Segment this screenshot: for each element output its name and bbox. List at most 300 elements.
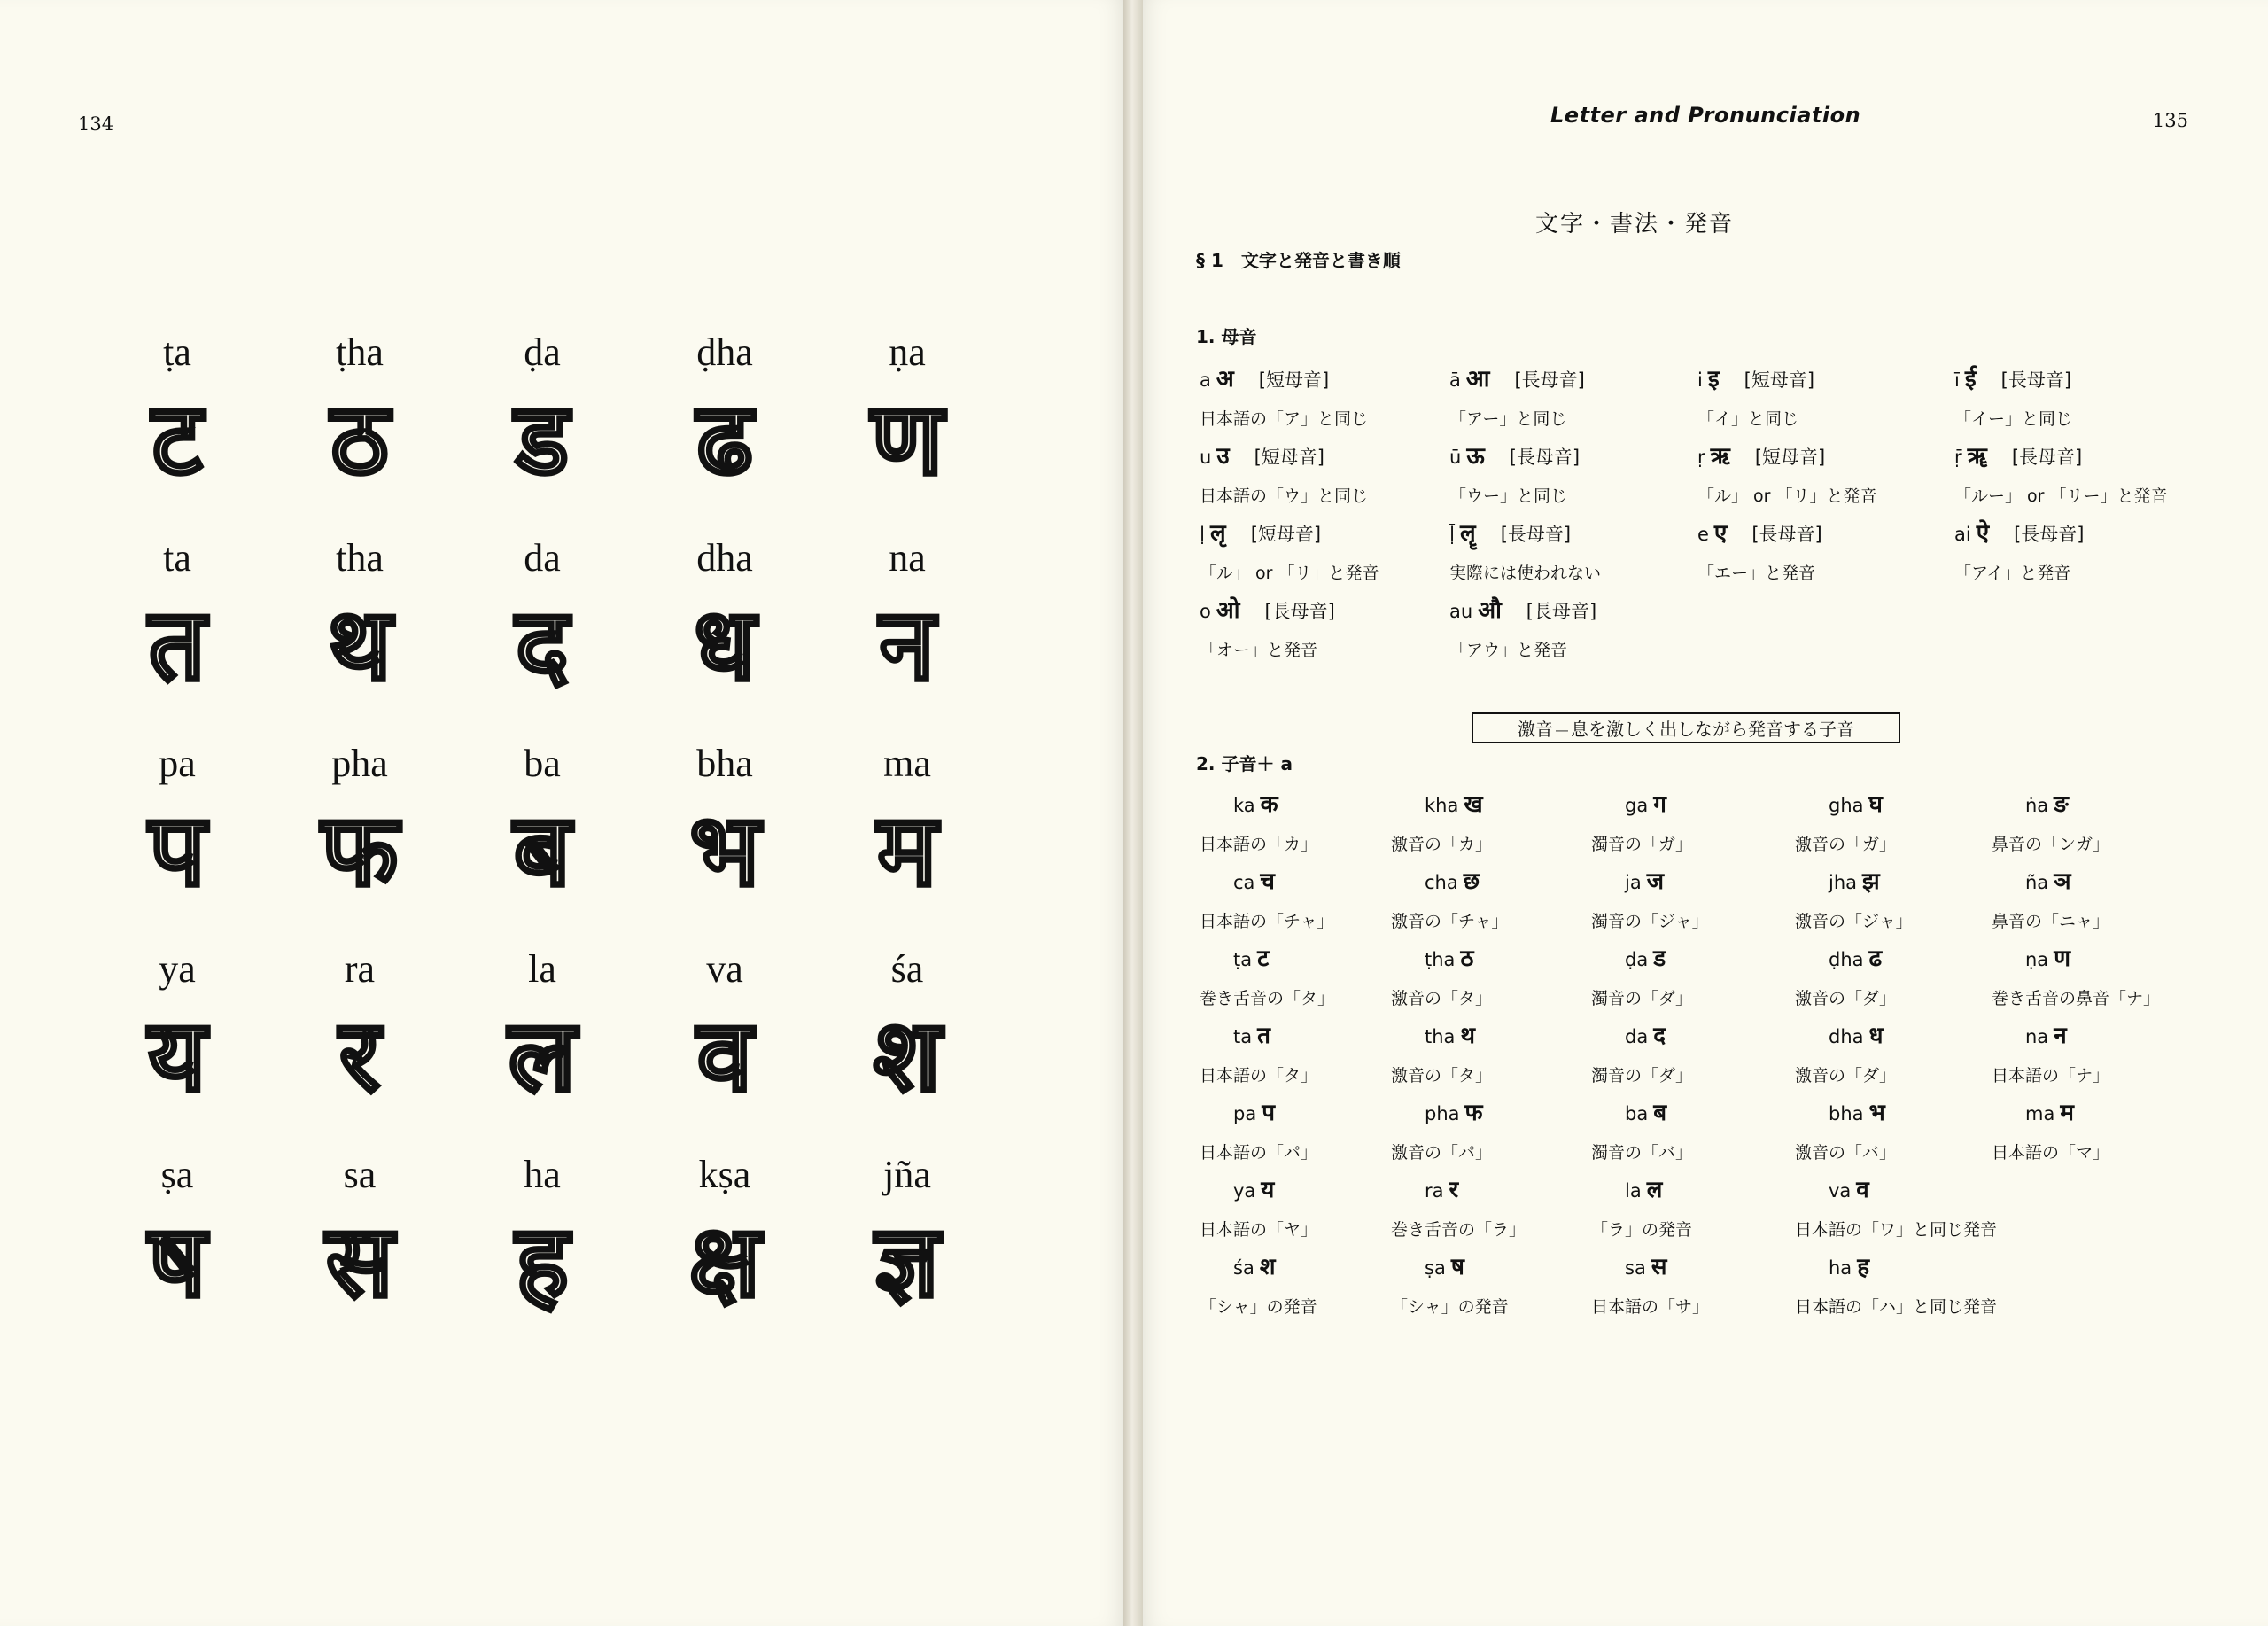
vowel-note: 実際には使われない (1449, 564, 1602, 583)
consonant-devanagari: झ (1862, 868, 1880, 895)
consonant-devanagari: ट (1257, 945, 1270, 972)
vowel-note: 「イー」と同じ (1954, 409, 2073, 429)
consonant-roman: ha (1829, 1257, 1852, 1279)
consonant-line (1591, 1018, 1692, 1050)
letter-glyph: थ (328, 587, 392, 703)
consonant-roman: ba (1625, 1103, 1649, 1124)
consonant-devanagari: थ (1460, 1023, 1476, 1049)
letter-cell (271, 940, 448, 1146)
letter-row (89, 735, 1001, 940)
letter-glyph: न (879, 587, 936, 703)
vowel-line (1954, 362, 2072, 393)
consonant-note: 「ラ」の発音 (1591, 1220, 1693, 1240)
consonant-entry (1591, 864, 1709, 932)
consonant-note: 巻き舌音の「タ」 (1200, 989, 1335, 1008)
consonant-note: 日本語の「ワ」と同じ発音 (1795, 1220, 1998, 1240)
consonant-note: 「シャ」の発音 (1200, 1297, 1317, 1317)
letter-glyph: म (877, 793, 937, 908)
letter-glyph: प (149, 793, 206, 908)
consonant-note: 日本語の「ハ」と同じ発音 (1795, 1297, 1998, 1317)
consonant-entry (1200, 1249, 1317, 1318)
vowel-note: 「ルー」 or 「リー」と発音 (1954, 486, 2168, 506)
consonant-roman: ta (1233, 1026, 1253, 1047)
consonant-line (1200, 941, 1334, 973)
consonant-roman: ṅa (2025, 795, 2049, 816)
letter-cell (819, 735, 996, 940)
consonant-devanagari: द (1653, 1023, 1666, 1049)
vowel-kind: [長母音] (2000, 370, 2072, 391)
letter-transliteration: jña (883, 1153, 931, 1196)
consonant-note: 激音の「ダ」 (1795, 1066, 1897, 1085)
letter-cell (89, 529, 266, 735)
consonant-devanagari: स (1651, 1254, 1667, 1280)
consonant-roman: dha (1829, 1026, 1864, 1047)
consonant-line (1200, 787, 1317, 819)
letter-cell (454, 529, 631, 735)
consonant-roman: na (2025, 1026, 2049, 1047)
vowel-kind: [長母音] (1514, 370, 1585, 391)
vowel-note: 「イ」と同じ (1697, 409, 1799, 429)
consonant-line (1795, 1095, 1896, 1127)
consonant-roman: śa (1233, 1257, 1254, 1279)
letter-cell (271, 735, 448, 940)
letter-transliteration: pha (331, 742, 388, 785)
vowel-kind: [短母音] (1258, 370, 1330, 391)
letter-glyph: य (148, 999, 206, 1114)
consonant-note: 激音の「タ」 (1391, 989, 1493, 1008)
letter-glyph: ब (514, 793, 571, 908)
vowel-entry (1954, 516, 2084, 584)
consonant-note: 濁音の「ガ」 (1591, 835, 1693, 854)
consonant-devanagari: भ (1868, 1100, 1885, 1126)
letter-glyph: व (696, 999, 753, 1114)
consonant-note: 激音の「カ」 (1391, 835, 1493, 854)
consonant-line (1391, 941, 1492, 973)
consonant-line (1795, 1018, 1896, 1050)
vowel-kind: [長母音] (1526, 601, 1597, 622)
letter-glyph: ष (148, 1204, 206, 1319)
consonant-line (1591, 864, 1709, 896)
consonant-line (1795, 941, 1896, 973)
vowel-roman: ā (1449, 370, 1461, 391)
consonant-roman: ṭha (1425, 949, 1456, 970)
consonant-roman: ga (1625, 795, 1649, 816)
consonant-entry (1200, 864, 1333, 932)
vowel-devanagari: अ (1216, 366, 1234, 393)
vowel-roman: ḹ (1449, 524, 1456, 545)
consonant-entry (1795, 864, 1913, 932)
vowel-devanagari: ई (1964, 366, 1977, 393)
vowel-kind: [長母音] (2011, 447, 2083, 468)
consonant-note: 日本語の「チャ」 (1200, 912, 1334, 931)
consonant-note: 濁音の「ジャ」 (1591, 912, 1709, 931)
aspirate-note-box: 激音＝息を激しく出しながら発音する子音 (1472, 712, 1900, 743)
consonant-devanagari: श (1259, 1254, 1276, 1280)
consonant-devanagari: ड (1653, 945, 1666, 972)
consonant-devanagari: छ (1463, 868, 1480, 895)
page-title: 文字・書法・発音 (1535, 211, 1735, 237)
consonant-entry (1795, 1249, 1997, 1318)
vowel-roman: o (1200, 601, 1211, 622)
consonant-roman: ca (1233, 872, 1255, 893)
vowel-devanagari: लृ (1210, 520, 1226, 547)
letter-transliteration: la (528, 947, 556, 991)
consonant-roman: cha (1425, 872, 1458, 893)
letter-transliteration: ṭa (163, 331, 191, 374)
consonant-devanagari: ष (1450, 1254, 1464, 1280)
vowel-line (1200, 516, 1379, 548)
consonant-devanagari: ण (2054, 945, 2070, 972)
vowel-entry (1954, 439, 2168, 507)
letter-cell (454, 735, 631, 940)
letter-glyph: ण (871, 382, 944, 497)
letter-transliteration: dha (696, 536, 753, 580)
consonant-entry (1591, 941, 1692, 1009)
consonant-note: 激音の「ジャ」 (1795, 912, 1913, 931)
letter-cell (454, 323, 631, 529)
consonant-line (1795, 1249, 1997, 1281)
consonant-devanagari: ञ (2054, 868, 2071, 895)
letter-transliteration: na (889, 536, 926, 580)
vowel-roman: ī (1954, 370, 1960, 391)
consonant-line (1200, 1172, 1317, 1204)
consonant-roman: jha (1829, 872, 1858, 893)
consonant-devanagari: प (1262, 1100, 1275, 1126)
consonant-note: 激音の「パ」 (1391, 1143, 1493, 1163)
consonant-devanagari: ङ (2054, 791, 2069, 818)
consonant-devanagari: ख (1464, 791, 1483, 818)
right-page (1143, 0, 2268, 1626)
letter-cell (271, 1146, 448, 1351)
consonant-roman: ña (2025, 872, 2049, 893)
vowel-line (1697, 516, 1822, 548)
consonant-devanagari: ध (1868, 1023, 1884, 1049)
consonant-note: 激音の「チャ」 (1391, 912, 1509, 931)
consonant-note: 濁音の「ダ」 (1591, 1066, 1693, 1085)
letter-cell (819, 323, 996, 529)
consonant-entry (1391, 1095, 1492, 1163)
consonant-roman: sa (1625, 1257, 1646, 1279)
vowel-kind: [長母音] (2014, 524, 2085, 545)
letter-transliteration: śa (890, 947, 924, 991)
vowel-entry (1449, 362, 1585, 430)
letter-glyph: फ (321, 793, 399, 908)
vowel-devanagari: ॠ (1967, 443, 1987, 470)
consonant-roman: ṇa (2025, 949, 2049, 970)
vowel-roman: u (1200, 447, 1212, 468)
consonant-note: 鼻音の「ンガ」 (1992, 835, 2110, 854)
vowel-entry (1449, 439, 1580, 507)
vowel-line (1449, 593, 1596, 625)
page-number-right: 135 (2152, 110, 2188, 131)
consonant-line (1391, 787, 1492, 819)
letter-glyph: भ (689, 793, 760, 908)
consonant-entry (1200, 787, 1317, 855)
vowel-kind: [短母音] (1250, 524, 1322, 545)
letter-transliteration: ṣa (160, 1153, 194, 1196)
letter-cell (271, 529, 448, 735)
vowel-note: 日本語の「ア」と同じ (1200, 409, 1369, 429)
letter-glyph: ढ (696, 382, 753, 497)
consonant-line (1795, 864, 1913, 896)
letter-transliteration: ha (524, 1153, 561, 1196)
vowel-entry (1697, 439, 1877, 507)
letter-cell (636, 940, 813, 1146)
letter-cell (819, 1146, 996, 1351)
consonant-line (1795, 1172, 1997, 1204)
vowel-note: 「オー」と発音 (1200, 641, 1318, 660)
consonant-roman: da (1625, 1026, 1649, 1047)
consonant-note: 巻き舌音の鼻音「ナ」 (1992, 989, 2161, 1008)
letter-transliteration: ra (344, 947, 376, 991)
letter-transliteration: pa (159, 742, 196, 785)
letter-glyph: ल (509, 999, 576, 1114)
vowel-kind: [長母音] (1264, 601, 1335, 622)
vowel-entry (1449, 593, 1596, 661)
consonant-note: 日本語の「パ」 (1200, 1143, 1318, 1163)
consonant-entry (1992, 1018, 2109, 1086)
consonant-devanagari: र (1449, 1177, 1459, 1203)
consonant-line (1591, 1172, 1692, 1204)
vowel-devanagari: लॄ (1460, 520, 1476, 547)
consonant-devanagari: ह (1857, 1254, 1869, 1280)
consonant-entry (1200, 941, 1334, 1009)
consonant-line (1795, 787, 1896, 819)
vowel-devanagari: उ (1216, 443, 1230, 470)
page-number-left: 134 (78, 113, 114, 135)
consonant-line (1992, 787, 2109, 819)
letter-transliteration: ma (883, 742, 931, 785)
book-gutter (1123, 0, 1143, 1626)
vowel-entry (1449, 516, 1601, 584)
consonant-roman: gha (1829, 795, 1864, 816)
letter-transliteration: ṭha (336, 331, 384, 374)
consonant-entry (1795, 1095, 1896, 1163)
vowel-note: 日本語の「ウ」と同じ (1200, 486, 1369, 506)
consonant-line (1591, 941, 1692, 973)
consonant-line (1992, 864, 2109, 896)
consonant-note: 日本語の「マ」 (1992, 1143, 2110, 1163)
letter-cell (819, 529, 996, 735)
left-page (0, 0, 1124, 1626)
letter-transliteration: ta (163, 536, 191, 580)
consonant-line (1391, 1172, 1526, 1204)
consonant-entry (1992, 1095, 2109, 1163)
consonant-entry (1200, 1095, 1317, 1163)
consonant-entry (1391, 1018, 1492, 1086)
letter-row (89, 529, 1001, 735)
vowel-note: 「アウ」と発音 (1449, 641, 1568, 660)
letter-glyph: द (516, 587, 569, 703)
vowel-note: 「ル」 or 「リ」と発音 (1697, 486, 1877, 506)
letter-glyph: ठ (330, 382, 389, 497)
vowel-roman: ṝ (1954, 447, 1962, 468)
consonant-line (1200, 1018, 1317, 1050)
consonant-devanagari: घ (1868, 791, 1883, 818)
letter-glyph: ज्ञ (875, 1204, 939, 1319)
consonant-entry (1992, 787, 2109, 855)
vowels-heading: 1. 母音 (1196, 326, 1257, 347)
vowel-line (1449, 362, 1585, 393)
consonant-note: 日本語の「サ」 (1591, 1297, 1710, 1317)
consonant-entry (1992, 941, 2160, 1009)
vowel-line (1449, 516, 1601, 548)
letter-cell (636, 735, 813, 940)
running-head: Letter and Pronunciation (1550, 103, 1861, 128)
consonant-note: 「シャ」の発音 (1391, 1297, 1509, 1317)
vowel-entry (1200, 516, 1379, 584)
consonant-line (1992, 941, 2160, 973)
letter-glyph: ड (516, 382, 569, 497)
vowel-note: 「エー」と発音 (1697, 564, 1816, 583)
vowel-entry (1200, 439, 1368, 507)
consonant-roman: tha (1425, 1026, 1456, 1047)
vowel-entry (1697, 362, 1814, 430)
consonant-line (1591, 1095, 1692, 1127)
consonant-entry (1795, 941, 1896, 1009)
letter-cell (454, 1146, 631, 1351)
consonants-heading: 2. 子音＋ a (1196, 753, 1293, 774)
vowel-roman: i (1697, 370, 1703, 391)
consonant-entry (1391, 1249, 1509, 1318)
vowel-roman: ṛ (1697, 447, 1705, 468)
consonant-line (1391, 864, 1508, 896)
consonant-note: 巻き舌音の「ラ」 (1391, 1220, 1526, 1240)
letter-row (89, 323, 1001, 529)
vowel-note: 「ウー」と同じ (1449, 486, 1568, 506)
consonant-line (1200, 1249, 1317, 1281)
letter-transliteration: tha (336, 536, 384, 580)
consonant-roman: ja (1625, 872, 1642, 893)
consonant-entry (1391, 787, 1492, 855)
consonant-note: 日本語の「カ」 (1200, 835, 1318, 854)
consonant-devanagari: क (1260, 791, 1278, 818)
letter-transliteration: ḍa (524, 331, 561, 374)
consonant-devanagari: व (1856, 1177, 1869, 1203)
consonant-devanagari: ल (1646, 1177, 1663, 1203)
letter-glyph: ध (694, 587, 756, 703)
consonant-entry (1591, 1249, 1709, 1318)
consonant-entry (1992, 864, 2109, 932)
vowel-line (1697, 362, 1814, 393)
consonant-devanagari: य (1261, 1177, 1275, 1203)
vowel-devanagari: ऐ (1976, 520, 1990, 547)
consonant-entry (1591, 787, 1692, 855)
consonant-line (1591, 1249, 1709, 1281)
letter-glyph: र (339, 999, 380, 1114)
consonant-note: 日本語の「ヤ」 (1200, 1220, 1318, 1240)
consonant-line (1200, 1095, 1317, 1127)
letter-cell (89, 735, 266, 940)
consonant-note: 日本語の「タ」 (1200, 1066, 1318, 1085)
vowel-note: 「アー」と同じ (1449, 409, 1567, 429)
letter-transliteration: sa (343, 1153, 377, 1196)
vowel-note: 「ル」 or 「リ」と発音 (1200, 564, 1379, 583)
consonant-line (1200, 864, 1333, 896)
vowel-entry (1954, 362, 2072, 430)
letter-cell (454, 940, 631, 1146)
consonant-devanagari: त (1257, 1023, 1270, 1049)
letter-cell (89, 323, 266, 529)
letter-cell (636, 529, 813, 735)
consonant-note: 濁音の「バ」 (1591, 1143, 1693, 1163)
letter-cell (636, 323, 813, 529)
vowel-devanagari: ऊ (1466, 443, 1485, 470)
vowel-kind: [長母音] (1751, 524, 1822, 545)
vowel-roman: au (1449, 601, 1473, 622)
letter-transliteration: ṇa (889, 331, 926, 374)
letter-glyph: श (873, 999, 942, 1114)
vowel-roman: a (1200, 370, 1211, 391)
letter-glyph: ट (151, 382, 203, 497)
consonant-roman: pa (1233, 1103, 1257, 1124)
letter-cell (89, 1146, 266, 1351)
consonant-entry (1200, 1172, 1317, 1241)
vowel-kind: [短母音] (1754, 447, 1826, 468)
section-heading: § 1 文字と発音と書き順 (1196, 250, 1401, 271)
letter-glyph: क्ष (688, 1204, 761, 1319)
consonant-entry (1391, 864, 1508, 932)
letter-row (89, 940, 1001, 1146)
consonant-roman: pha (1425, 1103, 1460, 1124)
letter-glyph: त (149, 587, 206, 703)
vowel-kind: [長母音] (1509, 447, 1581, 468)
vowel-devanagari: ओ (1216, 597, 1240, 624)
letter-cell (819, 940, 996, 1146)
consonant-roman: ḍha (1829, 949, 1864, 970)
consonant-note: 激音の「バ」 (1795, 1143, 1897, 1163)
letter-transliteration: bha (696, 742, 753, 785)
consonant-entry (1795, 1172, 1997, 1241)
consonant-entry (1795, 787, 1896, 855)
vowel-roman: ai (1954, 524, 1971, 545)
consonant-entry (1591, 1018, 1692, 1086)
consonant-line (1391, 1018, 1492, 1050)
consonant-roman: bha (1829, 1103, 1864, 1124)
letter-cell (271, 323, 448, 529)
letter-transliteration: va (706, 947, 743, 991)
consonant-note: 激音の「タ」 (1391, 1066, 1493, 1085)
consonant-devanagari: न (2054, 1023, 2067, 1049)
vowel-roman: ḷ (1200, 524, 1206, 545)
consonant-note: 激音の「ダ」 (1795, 989, 1897, 1008)
letter-transliteration: da (524, 536, 561, 580)
vowel-kind: [長母音] (1500, 524, 1572, 545)
consonant-line (1992, 1095, 2109, 1127)
consonant-roman: ra (1425, 1180, 1444, 1202)
vowel-note: 「アイ」と発音 (1954, 564, 2071, 583)
vowel-line (1697, 439, 1877, 471)
consonant-devanagari: ब (1653, 1100, 1667, 1126)
vowel-devanagari: औ (1478, 597, 1502, 624)
letter-cell (636, 1146, 813, 1351)
consonant-note: 日本語の「ナ」 (1992, 1066, 2110, 1085)
consonant-roman: kha (1425, 795, 1459, 816)
consonant-line (1391, 1249, 1509, 1281)
consonant-line (1992, 1018, 2109, 1050)
devanagari-letter-grid (89, 323, 1001, 1351)
consonant-entry (1391, 1172, 1526, 1241)
consonant-roman: ḍa (1625, 949, 1649, 970)
consonant-devanagari: ग (1653, 791, 1666, 818)
vowel-line (1200, 362, 1368, 393)
letter-transliteration: ya (159, 947, 196, 991)
consonant-roman: ma (2025, 1103, 2055, 1124)
vowel-line (1954, 516, 2084, 548)
consonant-roman: va (1829, 1180, 1852, 1202)
letter-glyph: स (326, 1204, 393, 1319)
vowel-entry (1200, 593, 1335, 661)
